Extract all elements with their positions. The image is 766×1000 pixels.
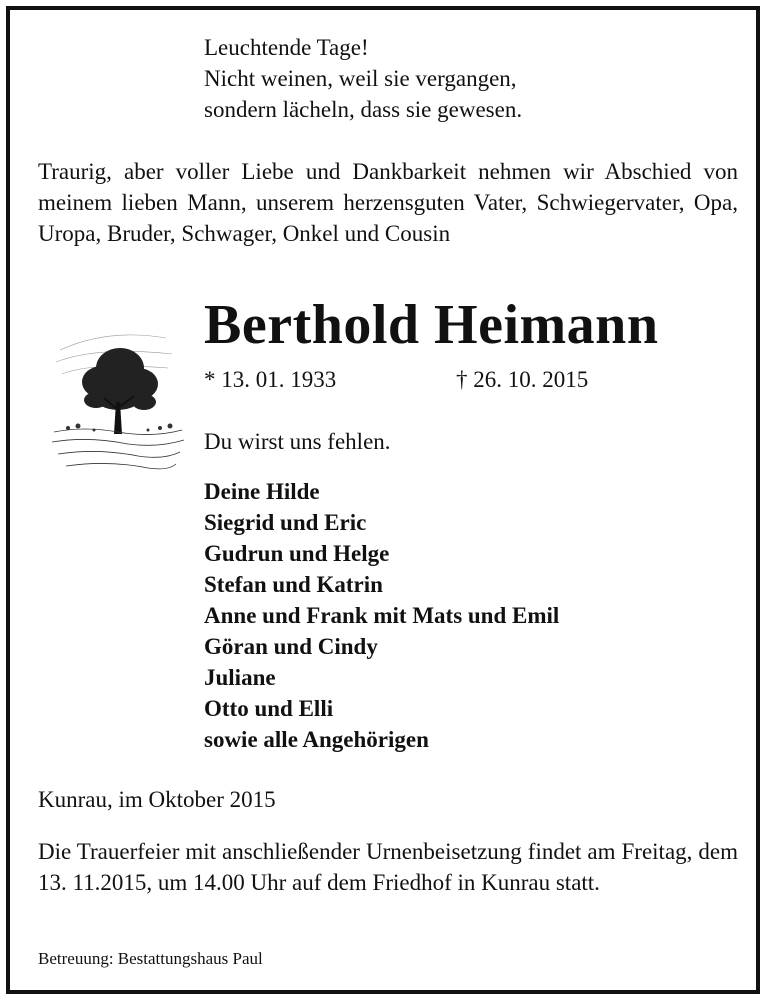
poem-line: Leuchtende Tage! [204,35,369,60]
mourner-entry: Siegrid und Eric [204,510,367,535]
tree-illustration [48,310,188,480]
intro-text: Traurig, aber voller Liebe und Dankbarkeit nehmen wir Abschied von meinem lieben Mann, unserem herzensguten Vater, Schwiegervater, Opa, Uropa, Bruder, Schwager, Onkel und Cousin [38,159,738,246]
funeral-home-credit: Betreuung: Bestattungshaus Paul [38,949,263,968]
mourner-entry: Stefan und Katrin [204,572,383,597]
poem-line: sondern lächeln, dass sie gewesen. [204,97,523,122]
poem-line: Nicht weinen, weil sie vergangen, [204,66,517,91]
death-date: † 26. 10. 2015 [456,367,589,392]
mourner-entry: Göran und Cindy [204,634,378,659]
birth-date: * 13. 01. 1933 [204,367,337,392]
deceased-name: Berthold Heimann [204,294,659,356]
mourner-entry: Otto und Elli [204,696,334,721]
memorial-poem [204,32,522,125]
obituary-notice [6,6,760,994]
mourner-entry: Juliane [204,665,276,690]
farewell-line: Du wirst uns fehlen. [204,429,391,454]
funeral-service-info: Die Trauerfeier mit anschließender Urnenbeisetzung findet am Freitag, dem 13. 11.2015, um 14.00 Uhr auf dem Friedhof in Kunrau statt. [38,839,738,895]
mourner-entry: sowie alle Angehörigen [204,727,429,752]
mourner-entry: Deine Hilde [204,479,320,504]
mourner-entry: Anne und Frank mit Mats und Emil [204,603,560,628]
place-date: Kunrau, im Oktober 2015 [38,787,276,812]
mourners-list [204,476,559,755]
mourner-entry: Gudrun und Helge [204,541,390,566]
